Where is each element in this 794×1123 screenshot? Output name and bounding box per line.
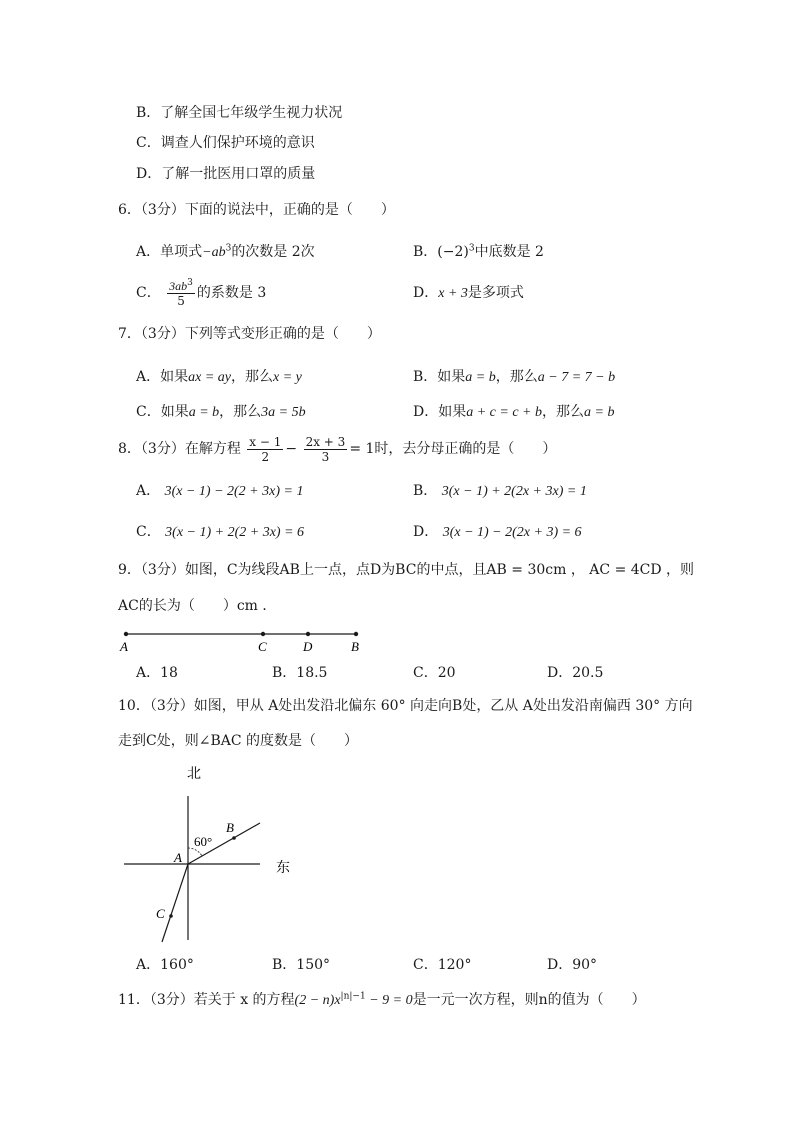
q7-stem: 7．（3分）下列等式变形正确的是（ ） — [118, 326, 381, 342]
q5-option-d: D．了解一批医用口罩的质量 — [136, 166, 316, 182]
q6-option-b: B．$(-2)^3$中底数是 2 — [413, 243, 544, 260]
q7-option-b: B．如果a = b，那么a − 7 = 7 − b — [413, 369, 616, 385]
north-label: 北 — [187, 767, 201, 782]
q6-option-d: D．x + 3是多项式 — [413, 285, 524, 301]
east-label: 东 — [276, 861, 290, 876]
point-c-label: C — [156, 906, 165, 921]
q10-stem-line-1: 10．（3分）如图，甲从 A处出发沿北偏东 60° 向走向B处，乙从 A处出发沿南偏西 30° 方向 — [118, 698, 693, 714]
q7-option-c: C．如果a = b，那么3a = 5b — [136, 404, 306, 420]
q8-option-d: D． 3(x − 1) − 2(2x + 3) = 6 — [413, 524, 582, 540]
q9-stem-line-1: 9．（3分）如图，C为线段AB上一点，点D为BC的中点，且AB = 30cm ， AC = 4CD ，则 — [118, 562, 695, 578]
q11-stem: 11．（3分）若关于 x 的方程$(2 - n)x^{|n|-1} - 9 = 0$是一元一次方程，则n的值为（ ） — [118, 991, 646, 1008]
q6-option-c: C． $\frac{3ab^3}{5}$ 的系数是 3 — [136, 277, 267, 308]
q10-option-c: C．120° — [413, 957, 472, 973]
point-d-dot — [306, 632, 310, 636]
q7-option-a: A．如果ax = ay，那么x = y — [136, 369, 302, 385]
point-c-dot — [261, 632, 265, 636]
q8-option-c: C． 3(x − 1) + 2(2 + 3x) = 6 — [136, 524, 305, 540]
q10-direction-figure — [110, 760, 320, 950]
q10-stem-line-2: 走到C处，则∠BAC 的度数是（ ） — [118, 733, 359, 749]
q6-option-c-fraction: $\frac{3ab^3}{5}$ — [169, 277, 193, 308]
point-c-dot — [169, 914, 173, 918]
q5-option-c: C．调查人们保护环境的意识 — [136, 135, 315, 151]
q9-option-c: C．20 — [413, 665, 456, 681]
point-b-dot — [354, 632, 358, 636]
angle-arc — [188, 848, 202, 856]
q8-option-a: A． 3(x − 1) − 2(2 + 3x) = 1 — [136, 483, 304, 499]
q10-option-d: D．90° — [547, 957, 598, 973]
q6-stem: 6．（3分）下面的说法中，正确的是（ ） — [118, 202, 395, 218]
point-d-label: D — [303, 639, 313, 654]
q8-stem: 8．（3分）在解方程 $\frac{x - 1}{2}$ − $\frac{2x + 3}{3}$ = 1时，去分母正确的是（ ） — [118, 434, 557, 464]
angle-label: 60° — [194, 834, 213, 849]
point-b-dot — [232, 836, 236, 840]
point-a-label: A — [174, 850, 182, 865]
q7-option-d: D．如果a + c = c + b，那么a = b — [413, 404, 615, 420]
q10-option-b: B．150° — [272, 957, 331, 973]
point-a-label: A — [120, 639, 128, 654]
q5-option-b: B．了解全国七年级学生视力状况 — [136, 105, 343, 121]
q8-fraction-2: $\frac{2x + 3}{3}$ — [305, 434, 346, 464]
q9-option-b: B．18.5 — [272, 665, 328, 681]
q10-option-a: A．160° — [136, 957, 194, 973]
point-c-label: C — [258, 639, 267, 654]
q8-option-b: B． 3(x − 1) + 2(2x + 3x) = 1 — [413, 483, 587, 499]
q9-stem-line-2: AC的长为（ ）cm ． — [118, 598, 277, 614]
q6-option-a: A．单项式$-ab^3$的次数是 2次 — [136, 243, 315, 260]
ray-ac — [162, 864, 188, 942]
q9-option-a: A．18 — [136, 665, 178, 681]
point-b-label: B — [226, 820, 234, 835]
q9-segment-figure — [110, 624, 380, 658]
point-a-dot — [124, 632, 128, 636]
q9-option-d: D．20.5 — [547, 665, 604, 681]
q8-fraction-1: $\frac{x - 1}{2}$ — [249, 434, 282, 464]
point-b-label: B — [351, 639, 359, 654]
